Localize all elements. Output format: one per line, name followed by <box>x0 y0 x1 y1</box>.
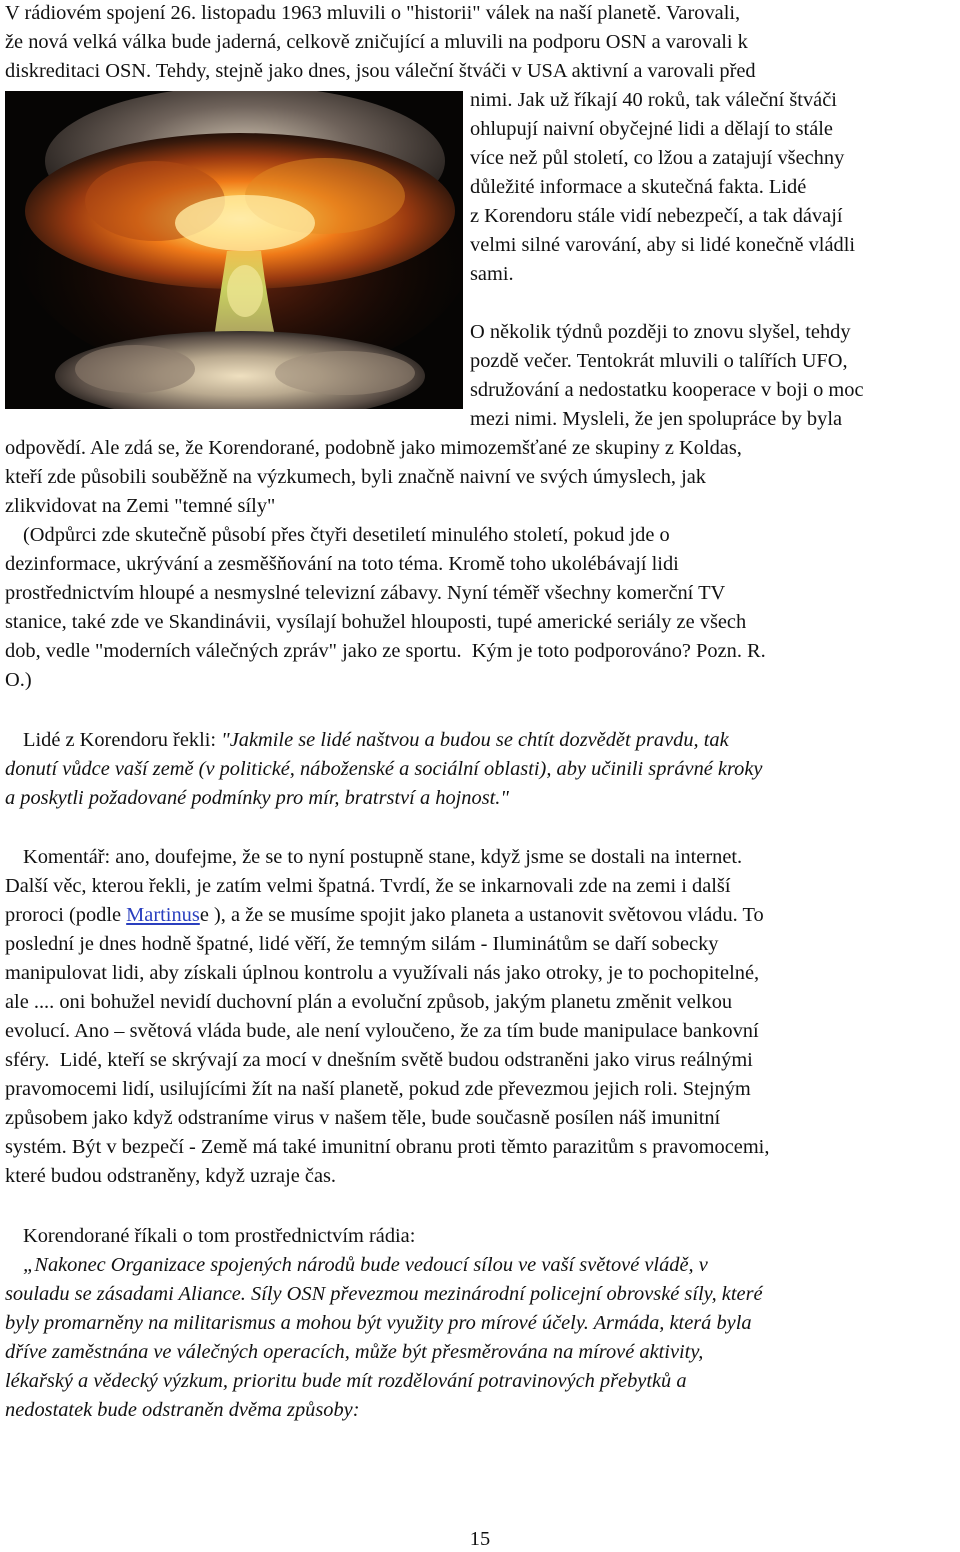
text-line: (Odpůrci zde skutečně působí přes čtyři desetiletí minulého století, pokud jde o <box>23 524 670 546</box>
text-line: sféry. Lidé, kteří se skrývají za mocí v dnešním světě budou odstraněni jako virus reálnými <box>5 1049 753 1071</box>
text-line: že nová velká válka bude jaderná, celkově zničující a mluvili na podporu OSN a varovali k <box>5 31 748 53</box>
mushroom-cloud-image <box>5 91 463 409</box>
text-line: O.) <box>5 669 32 691</box>
text-line: z Korendoru stále vidí nebezpečí, a tak dávají <box>470 205 843 227</box>
page-number: 15 <box>469 1528 491 1550</box>
text-line: Korendorané říkali o tom prostřednictvím rádia: <box>23 1225 416 1247</box>
text-line: sami. <box>470 263 514 285</box>
quote-line: lékařský a vědecký výzkum, prioritu bude mít rozdělování potravinových přebytků a <box>5 1370 687 1392</box>
quote-line: byly promarněny na militarismus a mohou být využity pro mírové účely. Armáda, která byla <box>5 1312 752 1334</box>
quote-text: "Jakmile se lidé naštvou a budou se chtít dozvědět pravdu, tak <box>221 729 729 751</box>
text-line: O několik týdnů později to znovu slyšel, tehdy <box>470 321 851 343</box>
text-line: ohlupují naivní obyčejné lidi a dělají to stále <box>470 118 833 140</box>
text-line: Další věc, kterou řekli, je zatím velmi špatná. Tvrdí, že se inkarnovali zde na zemi i další <box>5 875 731 897</box>
text-line: odpovědí. Ale zdá se, že Korendorané, podobně jako mimozemšťané ze skupiny z Koldas, <box>5 437 742 459</box>
text-line: dob, vedle "moderních válečných zpráv" jako ze sportu. Kým je toto podporováno? Pozn. R. <box>5 640 766 662</box>
text-line: kteří zde působili souběžně na výzkumech, byli značně naivní ve svých úmyslech, jak <box>5 466 706 488</box>
quote-line: dříve zaměstnána ve válečných operacích, může být přesměrována na mírové aktivity, <box>5 1341 704 1363</box>
text-line: Komentář: ano, doufejme, že se to nyní postupně stane, když jsme se dostali na internet. <box>23 846 743 868</box>
text-line: stanice, také zde ve Skandinávii, vysílají bohužel hlouposti, tupé americké seriály ze všech <box>5 611 747 633</box>
text-line: systém. Být v bezpečí - Země má také imunitní obranu proti těmto parazitům s pravomocemi, <box>5 1136 770 1158</box>
quote-line: a poskytli požadované podmínky pro mír, bratrství a hojnost." <box>5 787 509 809</box>
text-line: manipulovat lidi, aby získali úplnou kontrolu a využívali nás jako otroky, je to pochopitelné, <box>5 962 760 984</box>
quote-line: donutí vůdce vaší země (v politické, náboženské a sociální oblasti), aby učinili správné kroky <box>5 758 763 780</box>
text-line: pozdě večer. Tentokrát mluvili o talířích UFO, <box>470 350 848 372</box>
text-span: proroci (podle <box>5 904 127 926</box>
quote-line: souladu se zásadami Aliance. Síly OSN převezmou mezinárodní policejní obrovské síly, které <box>5 1283 763 1305</box>
text-line: mezi nimi. Mysleli, že jen spolupráce by byla <box>470 408 843 430</box>
text-line: V rádiovém spojení 26. listopadu 1963 mluvili o "historii" válek na naší planetě. Varovali, <box>5 2 741 24</box>
text-line: více než půl století, co lžou a zatajují všechny <box>470 147 845 169</box>
text-line: velmi silné varování, aby si lidé konečně vládli <box>470 234 856 256</box>
text-line: zlikvidovat na Zemi "temné síly" <box>5 495 276 517</box>
text-line: důležité informace a skutečná fakta. Lidé <box>470 176 807 198</box>
text-line: ale .... oni bohužel nevidí duchovní plán a evoluční způsob, jakým planetu změnit velkou <box>5 991 733 1013</box>
text-line: nimi. Jak už říkají 40 roků, tak váleční štváči <box>470 89 837 111</box>
quote-line: nedostatek bude odstraněn dvěma způsoby: <box>5 1399 360 1421</box>
text-line: evolucí. Ano – světová vláda bude, ale není vyloučeno, že za tím bude manipulace bankovní <box>5 1020 759 1042</box>
text-line: sdružování a nedostatku kooperace v boji o moc <box>470 379 864 401</box>
text-line: dezinformace, ukrývání a zesměšňování na toto téma. Kromě toho ukolébávají lidi <box>5 553 679 575</box>
text-line: které budou odstraněny, když uzraje čas. <box>5 1165 337 1187</box>
martinus-link[interactable]: Martinus <box>126 904 200 926</box>
text-line: poslední je dnes hodně špatné, lidé věří, že temným silám - Iluminátům se daří sobecky <box>5 933 719 955</box>
quote-line <box>23 726 729 755</box>
text-line: prostřednictvím hloupé a nesmyslné televizní zábavy. Nyní téměř všechny komerční TV <box>5 582 726 604</box>
text-span: e ), a že se musíme spojit jako planeta a ustanovit světovou vládu. To <box>199 904 764 926</box>
text-line: pravomocemi lidí, usilujícími žít na naší planetě, pokud zde převezmou jejich roli. Stejným <box>5 1078 751 1100</box>
document-page <box>5 0 955 1549</box>
text-line <box>5 901 764 930</box>
text-line: diskreditaci OSN. Tehdy, stejně jako dnes, jsou váleční štváči v USA aktivní a varovali před <box>5 60 756 82</box>
quote-lead: Lidé z Korendoru řekli: <box>23 729 222 751</box>
quote-line: „Nakonec Organizace spojených národů bude vedoucí sílou ve vaší světové vládě, v <box>23 1254 708 1276</box>
text-line: způsobem jako když odstraníme virus v našem těle, bude současně posílen náš imunitní <box>5 1107 721 1129</box>
